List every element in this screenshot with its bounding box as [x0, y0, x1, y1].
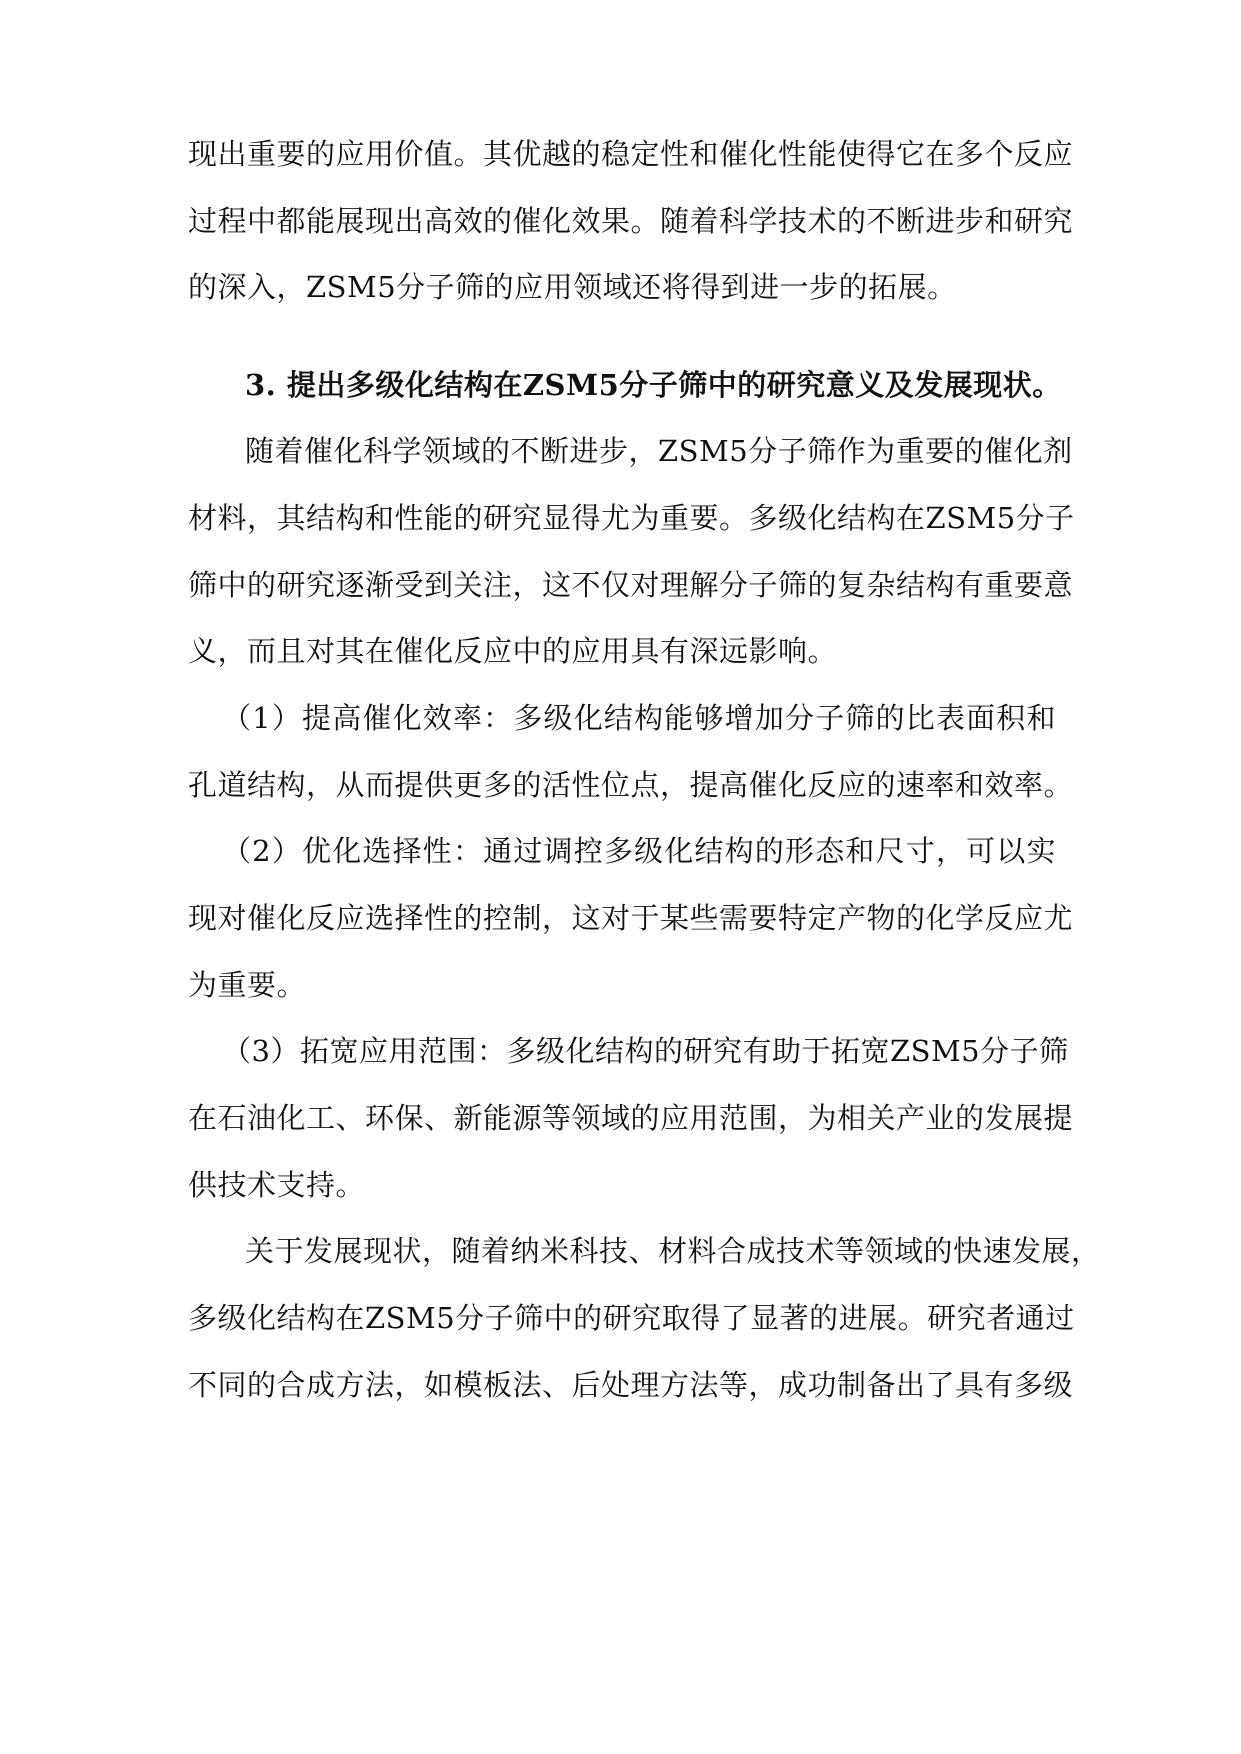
paragraph-line: 义，而且对其在催化反应中的应用具有深远影响。 — [188, 634, 838, 668]
paragraph-line: 材料，其结构和性能的研究显得尤为重要。多级化结构在ZSM5分子 — [188, 501, 1075, 535]
list-item-line: 孔道结构，从而提供更多的活性位点，提高催化反应的速率和效率。 — [188, 768, 1074, 802]
paragraph-line: 不同的合成方法，如模板法、后处理方法等，成功制备出了具有多级 — [188, 1368, 1074, 1402]
paragraph-line: 过程中都能展现出高效的催化效果。随着科学技术的不断进步和研究 — [188, 204, 1074, 238]
list-item-line: 供技术支持。 — [188, 1168, 366, 1202]
paragraph-line: 随着催化科学领域的不断进步，ZSM5分子筛作为重要的催化剂 — [245, 434, 1073, 468]
list-item-line: 现对催化反应选择性的控制，这对于某些需要特定产物的化学反应尤 — [188, 901, 1074, 935]
list-item-line: （2）优化选择性：通过调控多级化结构的形态和尺寸，可以实 — [222, 834, 1056, 868]
list-item-line: 在石油化工、环保、新能源等领域的应用范围，为相关产业的发展提 — [188, 1101, 1074, 1135]
list-item-line: （3）拓宽应用范围：多级化结构的研究有助于拓宽ZSM5分子筛 — [222, 1034, 1069, 1068]
paragraph-line: 现出重要的应用价值。其优越的稳定性和催化性能使得它在多个反应 — [188, 137, 1074, 171]
section-heading: 3. 提出多级化结构在ZSM5分子筛中的研究意义及发展现状。 — [245, 368, 1062, 402]
list-item-line: 为重要。 — [188, 968, 307, 1002]
list-item-line: （1）提高催化效率：多级化结构能够增加分子筛的比表面积和 — [222, 701, 1056, 735]
paragraph-line: 多级化结构在ZSM5分子筛中的研究取得了显著的进展。研究者通过 — [188, 1301, 1075, 1335]
paragraph-line: 关于发展现状，随着纳米科技、材料合成技术等领域的快速发展， — [245, 1234, 1101, 1268]
paragraph-line: 的深入，ZSM5分子筛的应用领域还将得到进一步的拓展。 — [188, 270, 957, 304]
paragraph-line: 筛中的研究逐渐受到关注，这不仅对理解分子筛的复杂结构有重要意 — [188, 568, 1074, 602]
